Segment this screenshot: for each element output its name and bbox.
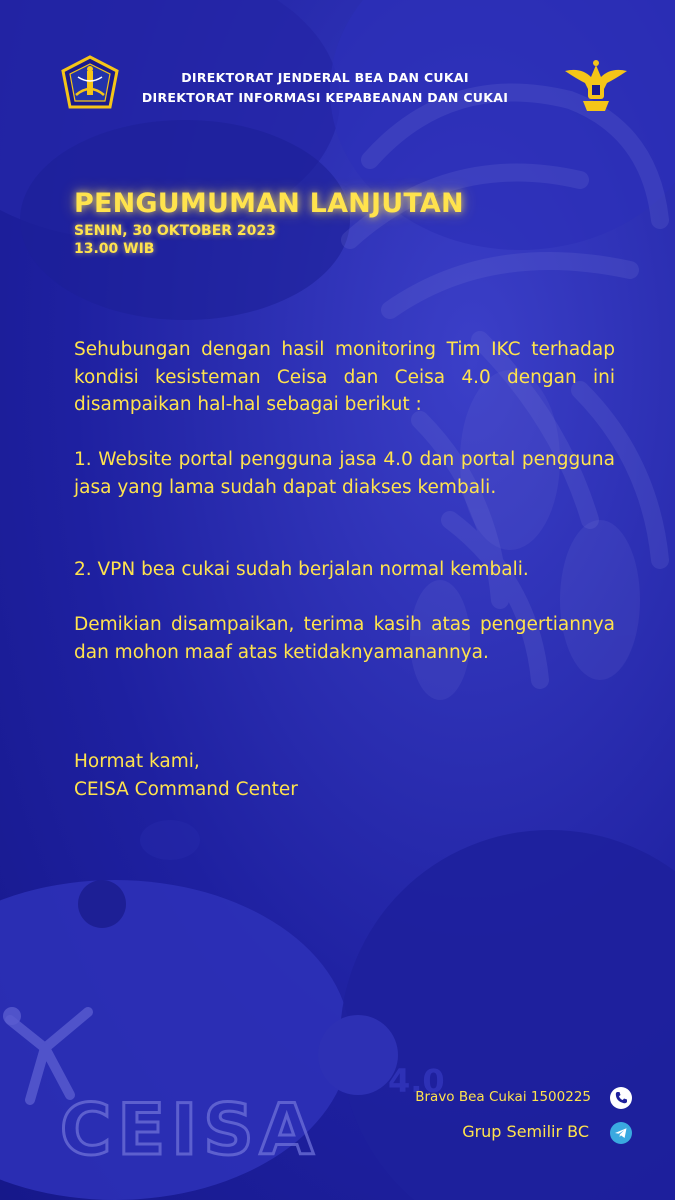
header-text bbox=[130, 68, 520, 108]
bg-blob-small-2 bbox=[318, 1015, 398, 1095]
bea-cukai-logo-icon bbox=[563, 57, 629, 113]
announcement-title: PENGUMUMAN LANJUTAN bbox=[74, 188, 464, 219]
announcement-date: SENIN, 30 OKTOBER 2023 bbox=[74, 223, 276, 239]
signature bbox=[74, 748, 298, 804]
body-closing bbox=[74, 611, 615, 666]
telegram-icon bbox=[610, 1122, 632, 1144]
body-intro bbox=[74, 336, 615, 419]
body-item-1 bbox=[74, 446, 615, 501]
signature-greeting: Hormat kami, bbox=[74, 751, 200, 772]
telegram-contact: Grup Semilir BC bbox=[462, 1122, 589, 1141]
phone-contact: Bravo Bea Cukai 1500225 bbox=[415, 1089, 591, 1105]
body-item-1-text: 1. Website portal pengguna jasa 4.0 dan portal pengguna jasa yang lama sudah dapat diakses kembali. bbox=[74, 449, 615, 498]
announcement-time: 13.00 WIB bbox=[74, 241, 155, 257]
telegram-glyph-icon bbox=[610, 1122, 632, 1144]
ceisa-brand-text: CEISA bbox=[60, 1089, 320, 1171]
bg-blob-small-1 bbox=[78, 880, 126, 928]
body-item-2-text: 2. VPN bea cukai sudah berjalan normal kembali. bbox=[74, 559, 529, 580]
body-item-2 bbox=[74, 556, 615, 584]
kemenkeu-logo-icon bbox=[60, 55, 120, 113]
body-intro-text: Sehubungan dengan hasil monitoring Tim IKC terhadap kondisi kesisteman Ceisa dan Ceisa 4.0 dengan ini disampaikan hal-hal sebagai berikut : bbox=[74, 339, 615, 415]
signature-sender: CEISA Command Center bbox=[74, 779, 298, 800]
ceisa-brand-version: 4.0 bbox=[388, 1062, 445, 1100]
ceisa-brand-logo bbox=[60, 1062, 445, 1171]
header-line-2: DIREKTORAT INFORMASI KEPABEANAN DAN CUKAI bbox=[141, 90, 509, 105]
bg-blob-mid bbox=[20, 120, 350, 320]
phone-icon bbox=[610, 1087, 632, 1109]
header-line-1: DIREKTORAT JENDERAL BEA DAN CUKAI bbox=[181, 70, 469, 85]
body-closing-text: Demikian disampaikan, terima kasih atas pengertiannya dan mohon maaf atas ketidaknyamanannya. bbox=[74, 614, 615, 663]
phone-glyph-icon bbox=[610, 1087, 632, 1109]
bg-blob-small-3 bbox=[140, 820, 200, 860]
